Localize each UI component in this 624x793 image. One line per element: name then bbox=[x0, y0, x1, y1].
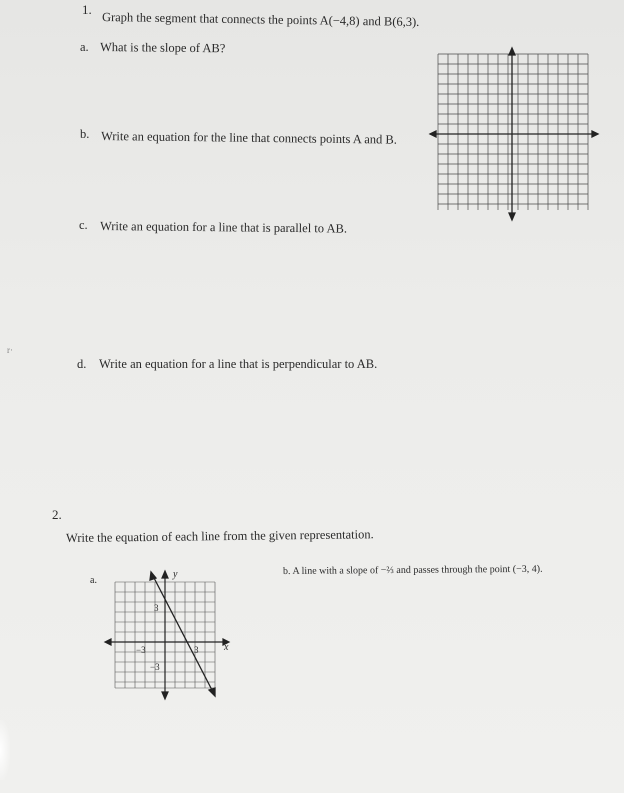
q1-number: 1. bbox=[82, 2, 92, 17]
margin-mark: r· bbox=[7, 345, 13, 355]
q1-grid-lines bbox=[438, 54, 588, 210]
q2-prompt: Write the equation of each line from the given representation. bbox=[65, 527, 374, 545]
q2a-tick-y-neg: −3 bbox=[150, 662, 160, 672]
q1a-text: What is the slope of AB? bbox=[99, 40, 226, 56]
q2a-tick-x-pos: 3 bbox=[194, 645, 199, 655]
q2a-x-label: x bbox=[224, 642, 229, 653]
q1b-letter: b. bbox=[80, 127, 90, 141]
q2a-axes bbox=[105, 571, 229, 699]
q1a-letter: a. bbox=[80, 40, 89, 54]
q2a-graph bbox=[105, 568, 235, 698]
q2a-letter: a. bbox=[90, 575, 97, 586]
q2a-tick-x-neg: −3 bbox=[136, 645, 146, 655]
page-edge-glare bbox=[0, 720, 10, 780]
q1c-letter: c. bbox=[79, 218, 88, 232]
q2a-tick-y-pos: 3 bbox=[154, 603, 159, 613]
q1-coordinate-grid bbox=[430, 50, 600, 220]
q1b-text: Write an equation for the line that connects points A and B. bbox=[100, 129, 398, 147]
q1d-letter: d. bbox=[77, 357, 87, 371]
q1d-text: Write an equation for a line that is perpendicular to AB. bbox=[99, 357, 378, 371]
q2-number: 2. bbox=[52, 507, 62, 522]
q1-prompt: Graph the segment that connects the points A(−4,8) and B(6,3). bbox=[101, 10, 420, 29]
q1c-text: Write an equation for a line that is parallel to AB. bbox=[99, 219, 348, 236]
q2a-y-label: y bbox=[173, 569, 178, 580]
q2b-text: b. A line with a slope of −⅔ and passes through the point (−3, 4). bbox=[282, 563, 543, 577]
